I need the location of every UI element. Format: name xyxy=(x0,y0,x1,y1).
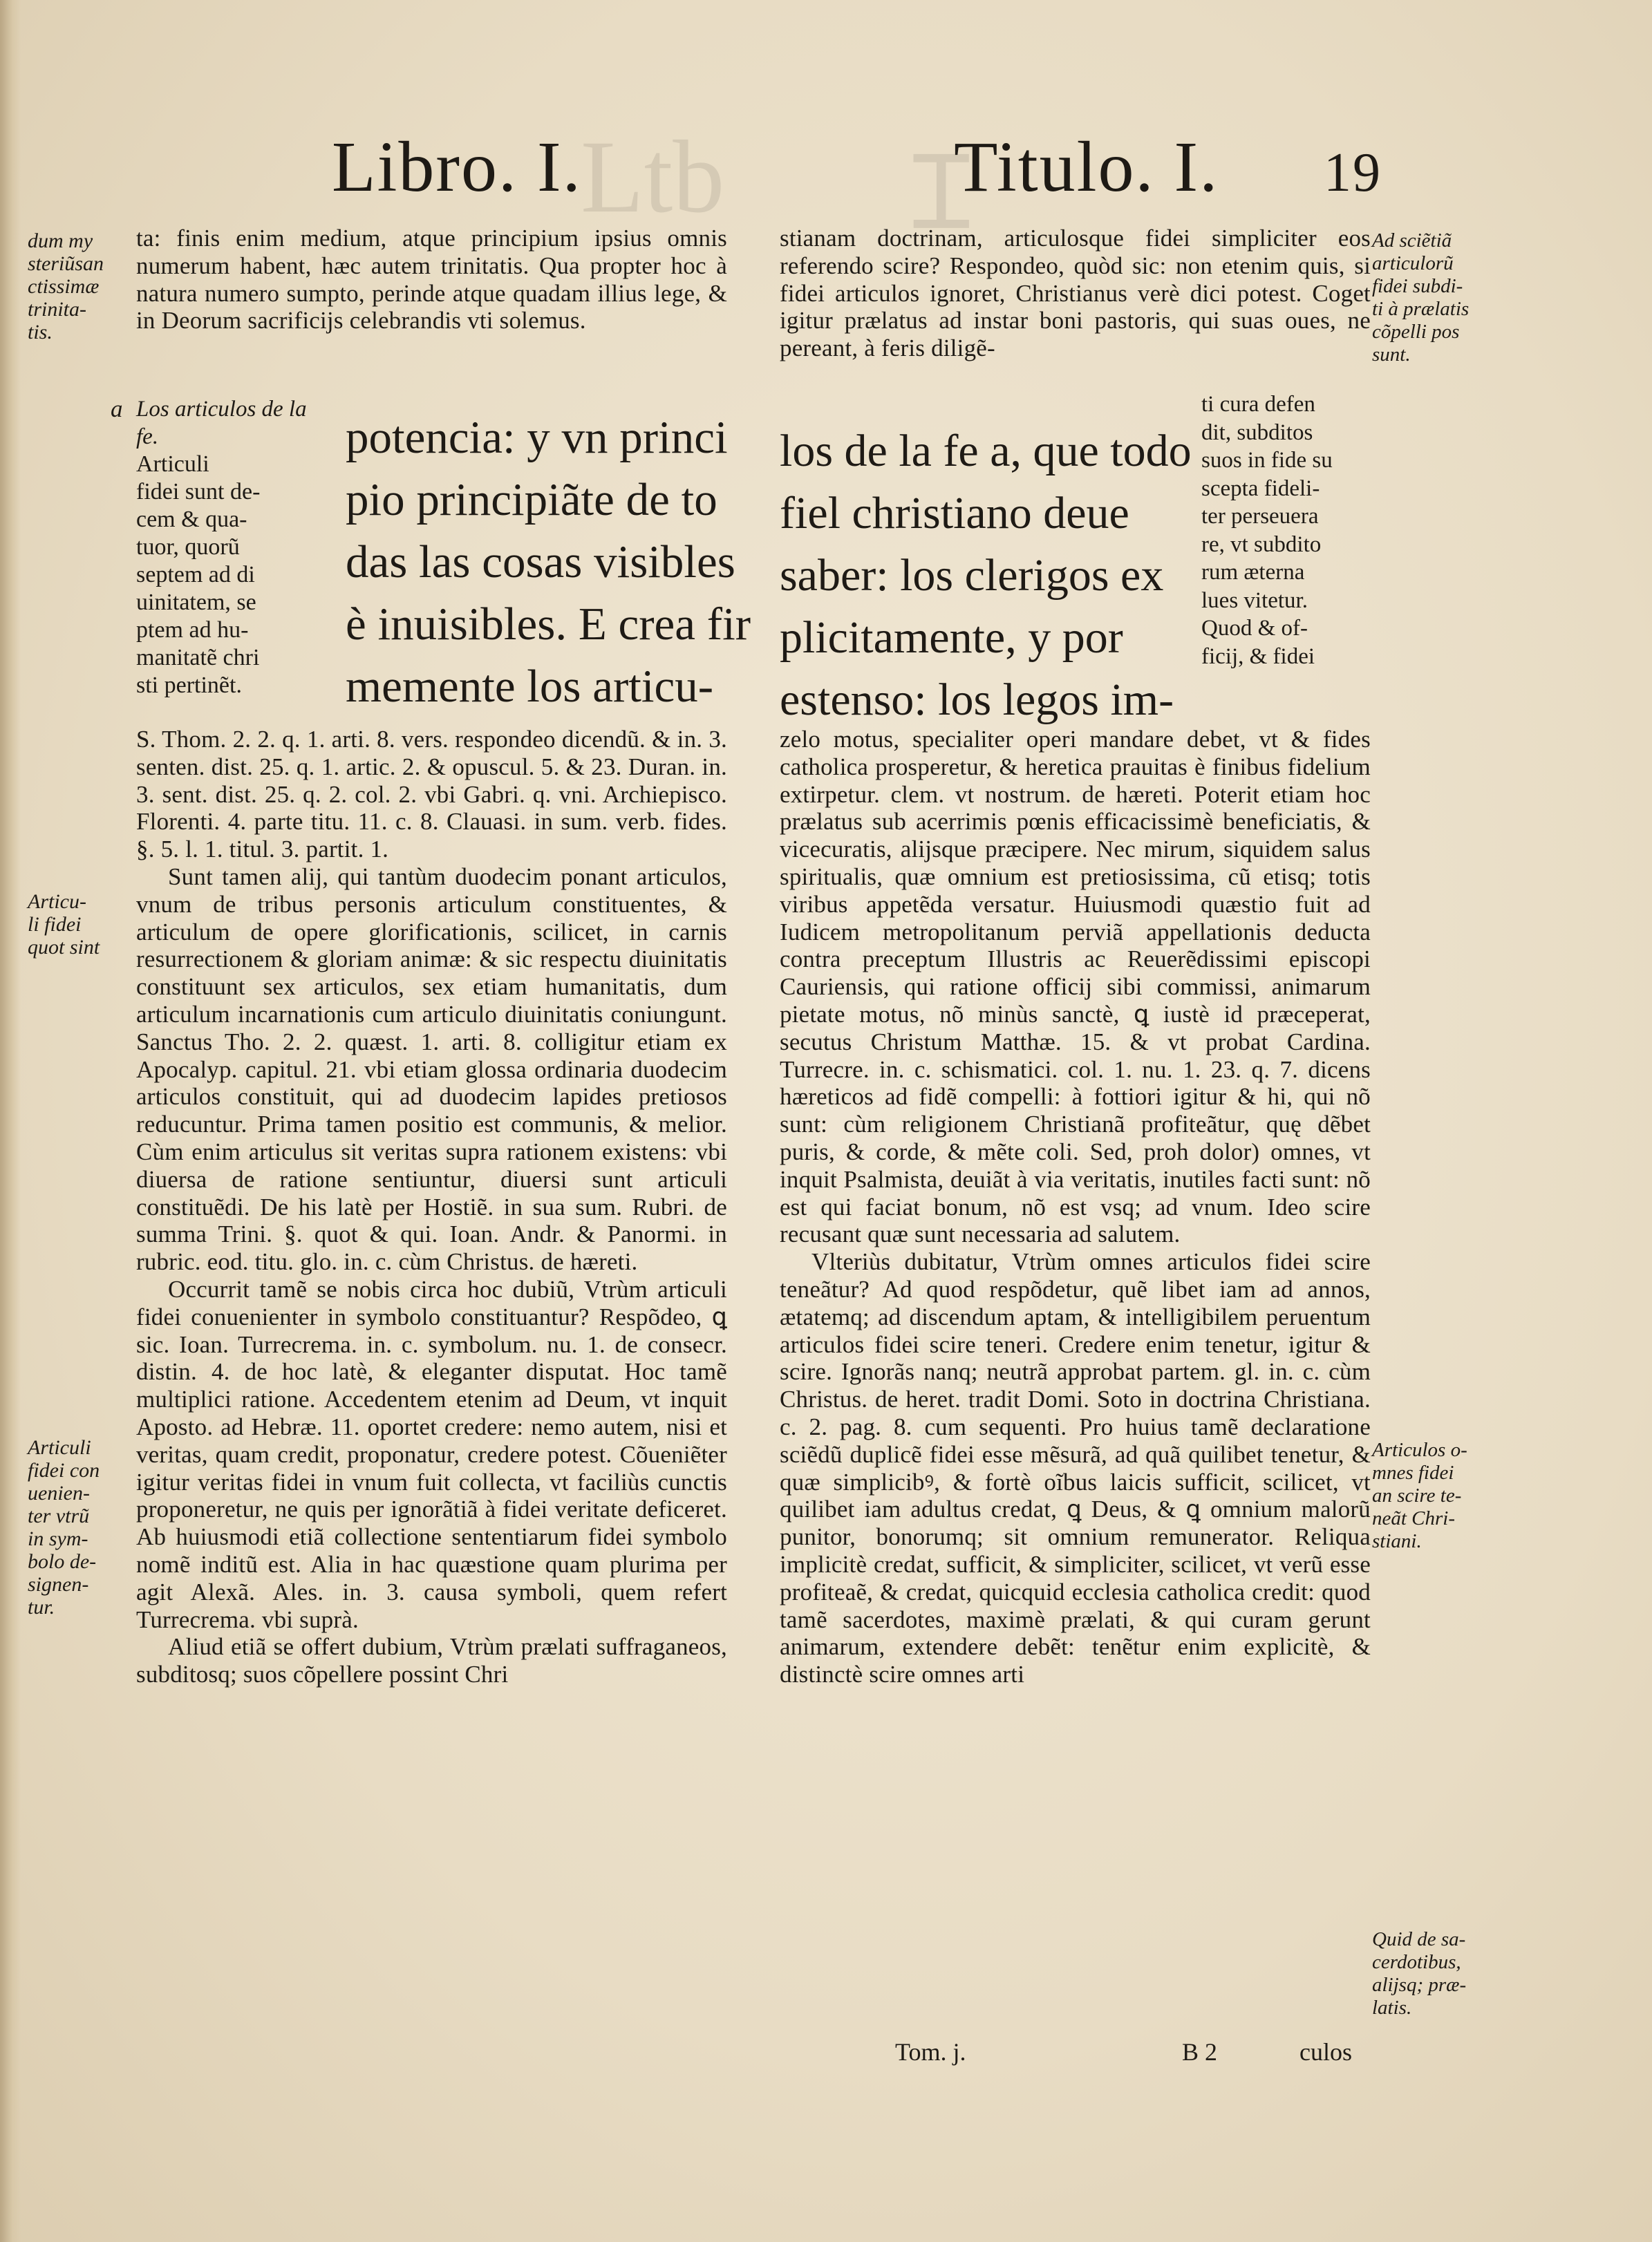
spanish-line: los de la fe a, que todo xyxy=(780,426,1192,476)
left-column-top xyxy=(136,225,727,335)
spanish-line: das las cosas visibles xyxy=(346,536,735,587)
right-inset-text: ti cura defen dit, subditos suos in fide su scepta fideli- ter perseuera re, vt subdito rum æterna lues vitetur. Quod & of- ficij, & fidei xyxy=(1201,392,1333,669)
paragraph: Occurrit tamẽ se nobis circa hoc dubiũ, Vtrùm articuli fidei conuenienter in symbolo constituantur? Respõdeo, ꝗ sic. Ioan. Turrecrema. in. c. symbolum. nu. 1. de consecr. distin. 4. de hoc latè, & eleganter disputat. Hoc tamẽ multiplici ratione. Accedentem etenim ad Deum, vt inquit Aposto. ad Hebræ. 11. oportet credere: nemo autem, nisi et veritas, quam credit, proponatur, credere potest. Cõueniẽter igitur veritas fidei in vnum fuit collecta, vt faciliùs cunctis proponeretur, ne quis per ignorãtiã à fidei veritate deficeret. Ab huiusmodi etiã collectione sententiarum fidei symbolo nomẽ inditũ est. Alia in hac quæstione quam plurima per agit Alexã. Ales. in. 3. causa symboli, quem refert Turrecrema. vbi suprà. xyxy=(136,1275,727,1633)
left-column-body xyxy=(136,726,727,1688)
bleed-through-ghost: Ltb xyxy=(581,120,725,234)
footnote-body: Articuli fidei sunt de- cem & qua- tuor, quorũ septem ad di uinitatem, se ptem ad hu- manitatẽ chri sti pertinẽt. xyxy=(136,451,261,698)
spanish-line: pio principiãte de to xyxy=(346,474,717,525)
spanish-text-right xyxy=(780,420,1192,731)
page-spine-shadow xyxy=(0,0,21,2242)
spanish-line: saber: los clerigos ex xyxy=(780,550,1164,601)
margin-note-right: Articulos o- mnes fidei an scire te- neãt Chri- stiani. xyxy=(1372,1439,1467,1552)
spanish-line: fiel christiano deue xyxy=(780,488,1129,538)
paragraph: Vlteriùs dubitatur, Vtrùm omnes articulos fidei scire teneãtur? Ad quod respõdetur, quẽ libet iam ad annos, ætatemq; ad discendum aptam, & intelligibilem peruentum articulos fidei scire teneri. Credere enim tenetur, igitur & scire. Ignorãs nanq; neutrã approbat partem. gl. in. c. cùm Christus. de heret. tradit Domi. Soto in doctrina Christiana. c. 2. pag. 8. cum sequenti. Pro huius tamẽ declaratione sciẽdũ duplicẽ fidei esse mẽsurã, ad quã quilibet tenetur, & quæ simplicibꝰ, & fortè oĩbus laicis sufficit, scilicet, vt quilibet iam adultus credat, ꝗ Deus, & ꝗ omnium malorũ punitor, bonorumq; sit omnium remunerator. Reliqua implicitè credat, sufficit, & simpliciter, scilicet, vt verũ esse profiteaẽ, & credat, quicquid ecclesia catholica credit: quod tamẽ sacerdotes, maximè prælati, & qui curam gerunt animarum, extendere debẽt: tenẽtur enim explicitè, & distinctè scire omnes arti xyxy=(780,1248,1371,1688)
paragraph: S. Thom. 2. 2. q. 1. arti. 8. vers. respondeo dicendũ. & in. 3. senten. dist. 25. q. 1. artic. 2. & opuscul. 5. & 23. Duran. in. 3. sent. dist. 25. q. 2. col. 2. vbi Gabri. q. vni. Archiepisco. Florenti. 4. parte titu. 11. c. 8. Clauasi. in sum. verb. fides. §. 5. l. 1. titul. 3. partit. 1. xyxy=(136,726,727,863)
margin-note-left: Articuli fidei con uenien- ter vtrũ in sym- bolo de- signen- tur. xyxy=(28,1436,100,1619)
spanish-text-left xyxy=(346,406,751,717)
running-head-book: Libro. I. xyxy=(332,127,582,207)
margin-note-right: Quid de sa- cerdotibus, alijsq; præ- latis. xyxy=(1372,1928,1467,2019)
spanish-line: plicitamente, y por xyxy=(780,612,1123,663)
spanish-line: memente los articu- xyxy=(346,661,714,712)
bleed-through-ghost: Ɪ xyxy=(912,136,970,251)
catchword: culos xyxy=(1299,2038,1352,2066)
footnote-lead: Los articulos de la fe. xyxy=(136,397,307,449)
right-top-text: stianam doctrinam, articulosque fidei simpliciter eos referendo scire? Respondeo, quòd sic: non etenim quis, si fidei articulos ignoret, Christianus verè dici potest. Coget igitur prælatus ad instar boni pastoris, qui suas oues, ne pereant, à feris diligẽ- xyxy=(780,225,1371,362)
spanish-line: potencia: y vn princi xyxy=(346,412,728,463)
spanish-line: estenso: los legos im- xyxy=(780,675,1174,725)
paragraph: Sunt tamen alij, qui tantùm duodecim ponant articulos, vnum de tribus personis articulum constituentes, & articulum de opere glorificationis, scilicet, in carnis resurrectionem & gloriam animæ: & sic respectu diuinitatis constituunt sex articulos, sex etiam humanitatis, dum articulum incarnationis cum articulo diuinitatis coniungunt. Sanctus Tho. 2. 2. quæst. 1. arti. 8. colligitur etiam ex Apocalyp. capitul. 21. vbi etiam glossa ordinaria duodecim articulos constituit, qui ad duodecim lapides pretiosos reducuntur. Prima tamen positio est communis, & melior. Cùm enim articulus sit veritas supra rationem existens: vbi diuersa de ratione sentiuntur, diuersi sunt articuli constituẽdi. De his latè per Hostiẽ. in sua sum. Rubri. de summa Trini. §. quot & qui. Ioan. Andr. & Panormi. in rubric. eod. titu. glo. in. c. cùm Christus. de hæreti. xyxy=(136,863,727,1276)
right-column-top xyxy=(780,225,1371,362)
right-column-body xyxy=(780,726,1371,1688)
volume-mark: Tom. j. xyxy=(895,2038,966,2066)
signature-mark: B 2 xyxy=(1182,2038,1218,2066)
margin-note-right: Ad sciẽtiã articulorũ fidei subdi- ti à prælatis cõpelli pos sunt. xyxy=(1372,229,1470,366)
left-top-text: ta: finis enim medium, atque principium ipsius omnis numerum habent, hæc autem trinitatis. Qua propter hoc à natura numero sumpto, perinde atque quadam illius lege, & in Deorum sacrificijs celebrandis vti solemus. xyxy=(136,225,727,335)
margin-note-left: Articu- li fidei quot sint xyxy=(28,890,100,959)
margin-note-left: dum my steriũsan ctissimæ trinita- tis. xyxy=(28,229,104,343)
spanish-line: è inuisibles. E crea fir xyxy=(346,599,751,650)
page-number: 19 xyxy=(1324,142,1382,203)
paragraph: Aliud etiã se offert dubium, Vtrùm prælati suffraganeos, subditosq; suos cõpellere possint Chri xyxy=(136,1633,727,1688)
running-head-title: Titulo. I. xyxy=(954,127,1219,207)
footnote-marker: a xyxy=(111,395,123,422)
paragraph: zelo motus, specialiter operi mandare debet, vt & fides catholica prosperetur, & heretica prauitas è finibus fidelium extirpetur. clem. vt nostrum. de hæreti. Poterit etiam hoc prælatus sub acerrimis pœnis efficacissimè beneficiatis, & vicecuratis, alijsque præcipere. Nec mirum, siquidem salus spiritualis, quæ omnium est pretiosissima, cũ etisq; totis viribus appetẽda versatur. Huiusmodi quæstio fuit ad Iudicem metropolitanum perviã appellationis deducta contra preceptum Illustris ac Reuerẽdissimi episcopi Cauriensis, qui ratione officij sibi commissi, animarum pietate motus, nõ minùs sanctè, ꝗ iustè id præceperat, secutus Christum Matthæ. 15. & vt probat Cardina. Turrecre. in. c. schismatici. col. 1. nu. 1. 23. q. 7. dicens hæreticos ad fidẽ compelli: à fottiori igitur & hi, qui nõ sunt: cùm religionem Christianã profiteãtur, quę dẽbet puris, & corde, & mẽte coli. Sed, proh dolor) omnes, vt inquit Psalmista, deuiãt à via veritatis, inutiles facti sunt: nõ est qui faciat bonum, nõ est vsq; ad vnum. Ideo scire recusant quæ sunt necessaria ad salutem. xyxy=(780,726,1371,1248)
